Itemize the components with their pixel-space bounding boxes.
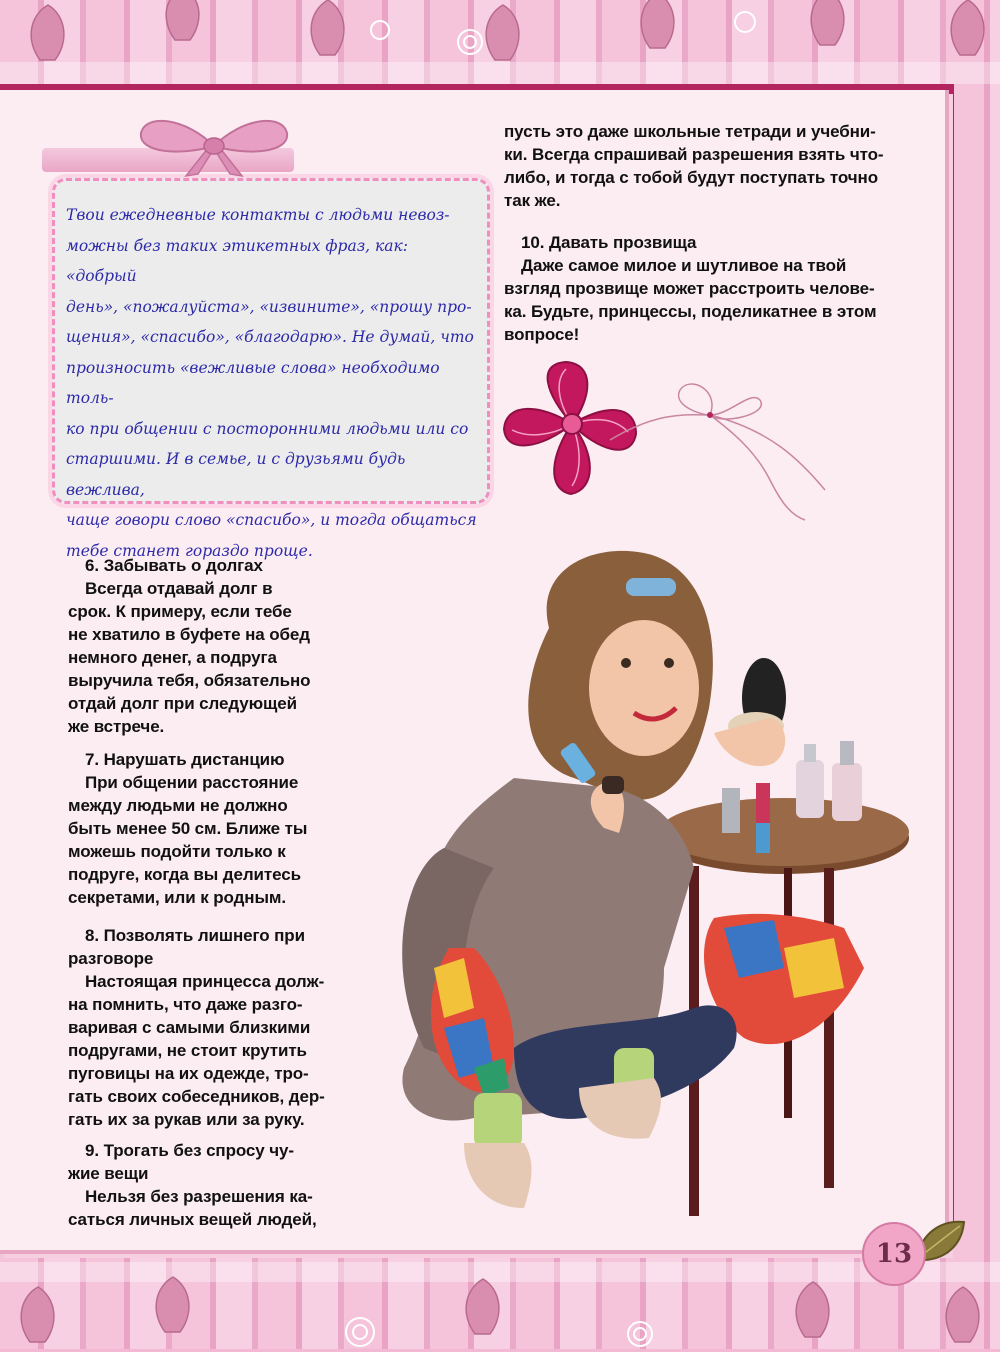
text-line: секретами, или к родным.: [68, 888, 286, 907]
text-line: срок. К примеру, если тебе: [68, 602, 292, 621]
text-line: же встрече.: [68, 717, 165, 736]
text-line: немного денег, а подруга: [68, 648, 277, 667]
section-heading: 8. Позволять лишнего при: [85, 926, 305, 945]
note-line: старшими. И в семье, и с друзьями будь вежлива,: [66, 450, 406, 499]
note-line: тебе станет гораздо проще.: [66, 541, 313, 560]
note-line: произносить «вежливые слова» необходимо толь-: [66, 358, 440, 407]
section-heading: разговоре: [68, 949, 154, 968]
thread-decoration: [600, 370, 840, 530]
note-line: чаще говори слово «спасибо», и тогда общаться: [66, 511, 477, 529]
text-line: между людьми не должно: [68, 796, 288, 815]
right-column-continuation: [504, 120, 904, 212]
bottom-ornament-row: [0, 1262, 1000, 1352]
section-heading: 6. Забывать о долгах: [85, 556, 263, 575]
text-line: Всегда отдавай долг в: [85, 579, 273, 598]
text-line: ка. Будьте, принцессы, поделикатнее в этом: [504, 302, 877, 321]
note-text: [66, 200, 478, 566]
text-line: гать своих собеседников, дер-: [68, 1087, 325, 1106]
text-line: гать их за рукав или за руку.: [68, 1110, 305, 1129]
text-line: подругами, не стоит крутить: [68, 1041, 307, 1060]
text-line: Даже самое милое и шутливое на твой: [521, 256, 847, 275]
section-heading: 7. Нарушать дистанцию: [85, 750, 285, 769]
text-line: взгляд прозвище может расстроить челове-: [504, 279, 875, 298]
section-heading: жие вещи: [68, 1164, 149, 1183]
text-line: пуговицы на их одежде, тро-: [68, 1064, 309, 1083]
note-line: ко при общении с посторонними людьми или со: [66, 419, 469, 438]
girl-applying-makeup-photo: [364, 548, 909, 1224]
top-ornament-row: [0, 0, 1000, 90]
text-line: ки. Всегда спрашивай разрешения взять что-: [504, 145, 884, 164]
text-line: либо, и тогда с тобой будут поступать точно: [504, 168, 878, 187]
text-line: быть менее 50 см. Ближе ты: [68, 819, 308, 838]
section-heading: 9. Трогать без спросу чу-: [85, 1141, 294, 1160]
text-line: подруге, когда вы делитесь: [68, 865, 301, 884]
text-line: вопросе!: [504, 325, 580, 344]
text-line: варивая с самыми близкими: [68, 1018, 311, 1037]
section-10: [504, 231, 904, 346]
text-line: Настоящая принцесса долж-: [85, 972, 325, 991]
note-line: Твои ежедневные контакты с людьми невоз-: [66, 206, 450, 224]
ribbon-bow-icon: [126, 108, 302, 178]
text-line: Нельзя без разрешения ка-: [85, 1187, 313, 1206]
page-number: 13: [862, 1222, 926, 1286]
text-line: не хватило в буфете на обед: [68, 625, 310, 644]
section-7: [68, 748, 368, 909]
section-8: [68, 924, 368, 1131]
section-heading: 10. Давать прозвища: [521, 233, 697, 252]
section-6: [68, 554, 368, 738]
note-line: можны без таких этикетных фраз, как: «добрый: [66, 236, 408, 285]
text-line: на помнить, что даже разго-: [68, 995, 303, 1014]
text-line: выручила тебя, обязательно: [68, 671, 311, 690]
text-line: можешь подойти только к: [68, 842, 286, 861]
note-line: щения», «спасибо», «благодарю». Не думай, что: [66, 328, 474, 346]
text-line: отдай долг при следующей: [68, 694, 297, 713]
section-9: [68, 1139, 368, 1231]
note-line: день», «пожалуйста», «извините», «прошу про-: [66, 297, 472, 316]
text-line: При общении расстояние: [85, 773, 299, 792]
text-line: саться личных вещей людей,: [68, 1210, 317, 1229]
text-line: пусть это даже школьные тетради и учебни-: [504, 122, 876, 141]
text-line: так же.: [504, 191, 561, 210]
